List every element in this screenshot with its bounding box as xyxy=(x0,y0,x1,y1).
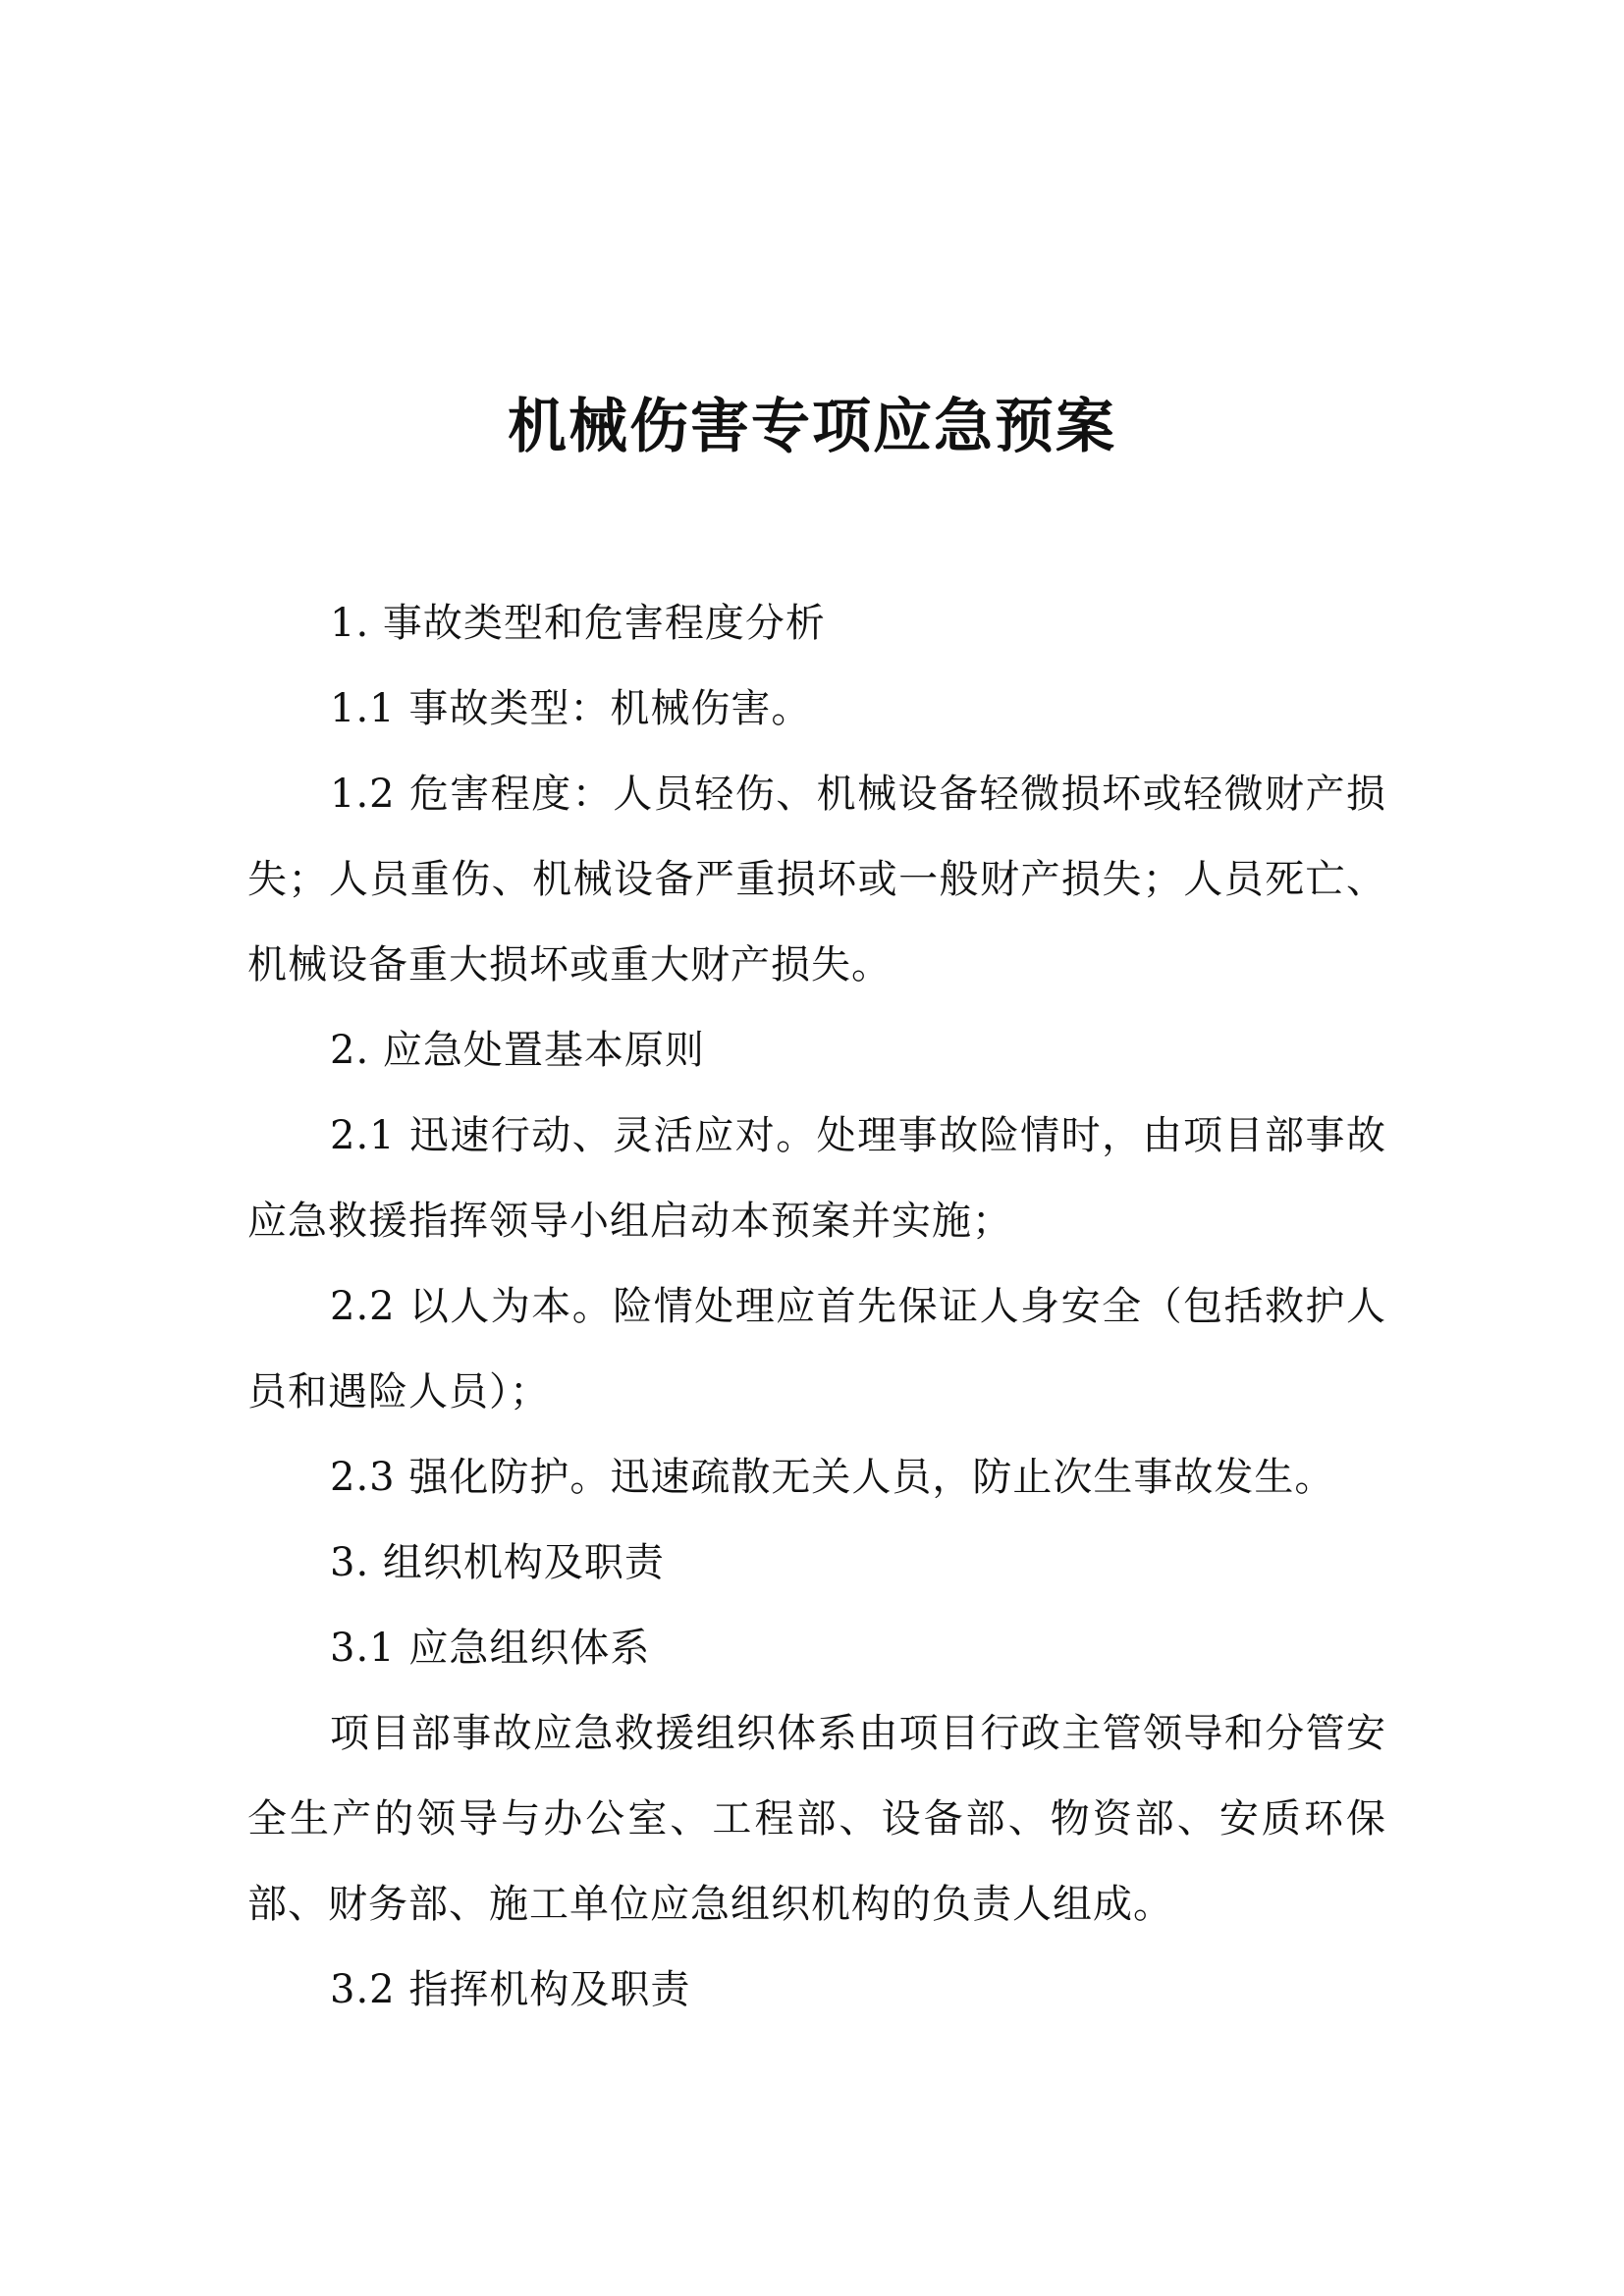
section-3-2-heading: 3.2 指挥机构及职责 xyxy=(330,1967,691,2012)
section-1-1: 1.1 事故类型：机械伤害。 xyxy=(330,686,812,731)
document-title: 机械伤害专项应急预案 xyxy=(508,393,1116,461)
section-2-heading: 2. 应急处置基本原则 xyxy=(330,1028,705,1073)
section-1-2: 1.2 危害程度：人员轻伤、机械设备轻微损坏或轻微财产损失；人员重伤、机械设备严重损坏或一般财产损失；人员死亡、机械设备重大损坏或重大财产损失。 xyxy=(247,772,1386,988)
section-2-1: 2.1 迅速行动、灵活应对。处理事故险情时，由项目部事故应急救援指挥领导小组启动本预案并实施； xyxy=(247,1113,1386,1244)
section-1-heading: 1. 事故类型和危害程度分析 xyxy=(330,601,826,646)
section-3-1-heading: 3.1 应急组织体系 xyxy=(330,1626,651,1671)
document-body xyxy=(247,581,1386,2033)
section-2-3: 2.3 强化防护。迅速疏散无关人员，防止次生事故发生。 xyxy=(330,1455,1335,1500)
section-3-heading: 3. 组织机构及职责 xyxy=(330,1540,665,1585)
section-2-2: 2.2 以人为本。险情处理应首先保证人身安全（包括救护人员和遇险人员）； xyxy=(247,1284,1386,1415)
section-3-1-body: 项目部事故应急救援组织体系由项目行政主管领导和分管安全生产的领导与办公室、工程部、设备部、物资部、安质环保部、财务部、施工单位应急组织机构的负责人组成。 xyxy=(247,1711,1386,1927)
